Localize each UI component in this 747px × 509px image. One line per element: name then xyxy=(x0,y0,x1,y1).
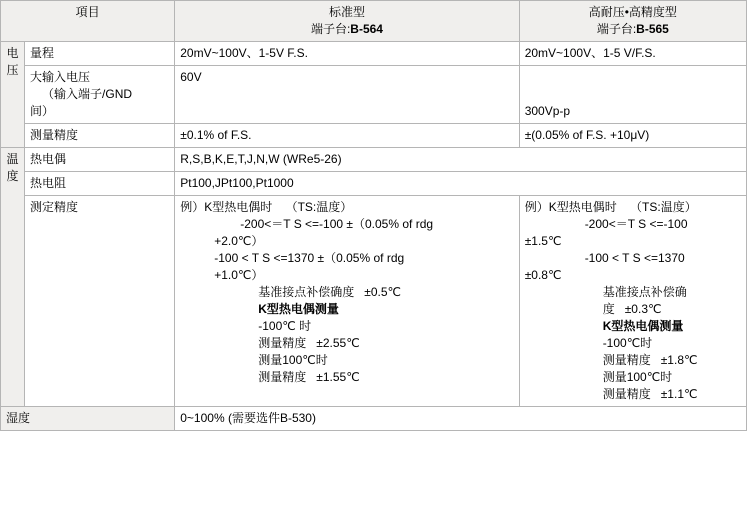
std-line-3-b: +1.0℃） xyxy=(214,268,264,282)
table-header-row xyxy=(1,1,747,42)
high-line-1 xyxy=(525,199,741,216)
std-line-9 xyxy=(180,369,513,386)
header-standard-terminal-prefix: 端子台: xyxy=(310,22,351,36)
std-line-6: -100℃ 时 xyxy=(258,319,312,333)
std-line-2-b: +2.0℃） xyxy=(214,234,264,248)
row-label-range: 量程 xyxy=(25,42,175,66)
header-standard-title: 标准型 xyxy=(328,5,365,19)
row-high-measurement-accuracy xyxy=(519,196,746,407)
high-line-9 xyxy=(525,386,741,403)
high-line-2-b: ±1.5℃ xyxy=(524,234,562,248)
row-label-accuracy-voltage: 测量精度 xyxy=(25,124,175,148)
row-high-max-input xyxy=(519,66,746,124)
high-line-8: 测量100℃时 xyxy=(602,370,673,384)
section-voltage: 电 压 xyxy=(1,42,25,148)
std-line-1 xyxy=(180,199,513,216)
std-line-8: 测量100℃时 xyxy=(258,353,328,367)
high-line-1-a: 例）K型热电偶时 xyxy=(524,200,617,214)
row-label-humidity: 湿度 xyxy=(1,407,175,431)
header-item: 項目 xyxy=(1,1,175,42)
row-label-max-input-l3: 间） xyxy=(30,104,55,118)
row-label-measurement-accuracy: 测定精度 xyxy=(25,196,175,407)
row-label-max-input xyxy=(25,66,175,124)
row-value-thermocouple: R,S,B,K,E,T,J,N,W (WRe5-26) xyxy=(175,148,747,172)
std-line-5: K型热电偶测量 xyxy=(258,302,339,316)
row-label-rtd: 热电阻 xyxy=(25,172,175,196)
std-line-7-b: ±2.55℃ xyxy=(316,336,360,350)
high-line-7-b: ±1.8℃ xyxy=(660,353,698,367)
row-label-max-input-l1: 大输入电压 xyxy=(30,70,91,84)
high-line-3-a: -100 < T S <=1370 xyxy=(584,251,685,265)
section-temperature: 温 度 xyxy=(1,148,25,407)
table-row-rtd xyxy=(1,172,747,196)
std-line-9-a: 测量精度 xyxy=(258,370,307,384)
header-high xyxy=(519,1,746,42)
table-row-measurement-accuracy xyxy=(1,196,747,407)
high-line-6: -100℃时 xyxy=(602,336,653,350)
row-value-rtd: Pt100,JPt100,Pt1000 xyxy=(175,172,747,196)
header-high-terminal-prefix: 端子台: xyxy=(596,22,637,36)
header-high-terminal-code: B-565 xyxy=(636,22,669,36)
std-line-1-b: （TS:温度） xyxy=(285,200,353,214)
table-row-max-input-voltage xyxy=(1,66,747,124)
header-high-terminal xyxy=(525,21,741,38)
row-standard-accuracy-voltage: ±0.1% of F.S. xyxy=(175,124,519,148)
high-line-4-a: 基准接点补偿确度 xyxy=(602,285,687,316)
row-label-thermocouple: 热电偶 xyxy=(25,148,175,172)
std-line-4-a: 基准接点补偿确度 xyxy=(258,285,355,299)
high-line-9-a: 测量精度 xyxy=(602,387,651,401)
row-high-accuracy-voltage: ±(0.05% of F.S. +10μV) xyxy=(519,124,746,148)
header-high-title: 高耐压•高精度型 xyxy=(588,5,677,19)
header-standard xyxy=(175,1,519,42)
row-high-range: 20mV~100V、1-5 V/F.S. xyxy=(519,42,746,66)
header-standard-terminal xyxy=(180,21,513,38)
row-standard-max-input: 60V xyxy=(175,66,519,124)
high-line-4 xyxy=(525,284,741,318)
row-high-max-input-value: 300Vp-p xyxy=(524,104,571,118)
row-standard-measurement-accuracy xyxy=(175,196,519,407)
row-value-humidity: 0~100% (需要选件B-530) xyxy=(175,407,747,431)
high-line-9-b: ±1.1℃ xyxy=(660,387,698,401)
std-line-4-b: ±0.5℃ xyxy=(364,285,402,299)
std-line-9-b: ±1.55℃ xyxy=(316,370,360,384)
header-standard-terminal-code: B-564 xyxy=(350,22,383,36)
std-line-7 xyxy=(180,335,513,352)
table-row-thermocouple xyxy=(1,148,747,172)
std-line-1-a: 例）K型热电偶时 xyxy=(180,200,273,214)
std-line-7-a: 测量精度 xyxy=(258,336,307,350)
high-line-4-b: ±0.3℃ xyxy=(624,302,662,316)
high-line-2-a: -200<＝T S <=-100 xyxy=(584,217,688,231)
high-line-7 xyxy=(525,352,741,369)
high-line-1-b: （TS:温度） xyxy=(630,200,697,214)
high-line-5: K型热电偶测量 xyxy=(602,319,684,333)
table-row-humidity xyxy=(1,407,747,431)
std-line-4 xyxy=(180,284,513,301)
high-line-7-a: 测量精度 xyxy=(602,353,651,367)
row-standard-range: 20mV~100V、1-5V F.S. xyxy=(175,42,519,66)
table-row-accuracy-voltage xyxy=(1,124,747,148)
row-label-max-input-l2: （输入端子/GND xyxy=(42,87,133,101)
std-line-3-a: -100 < T S <=1370 ±（0.05% of rdg xyxy=(214,251,405,265)
high-line-3-b: ±0.8℃ xyxy=(524,268,562,282)
table-row-range xyxy=(1,42,747,66)
std-line-2-a: -200<＝T S <=-100 ±（0.05% of rdg xyxy=(240,217,434,231)
